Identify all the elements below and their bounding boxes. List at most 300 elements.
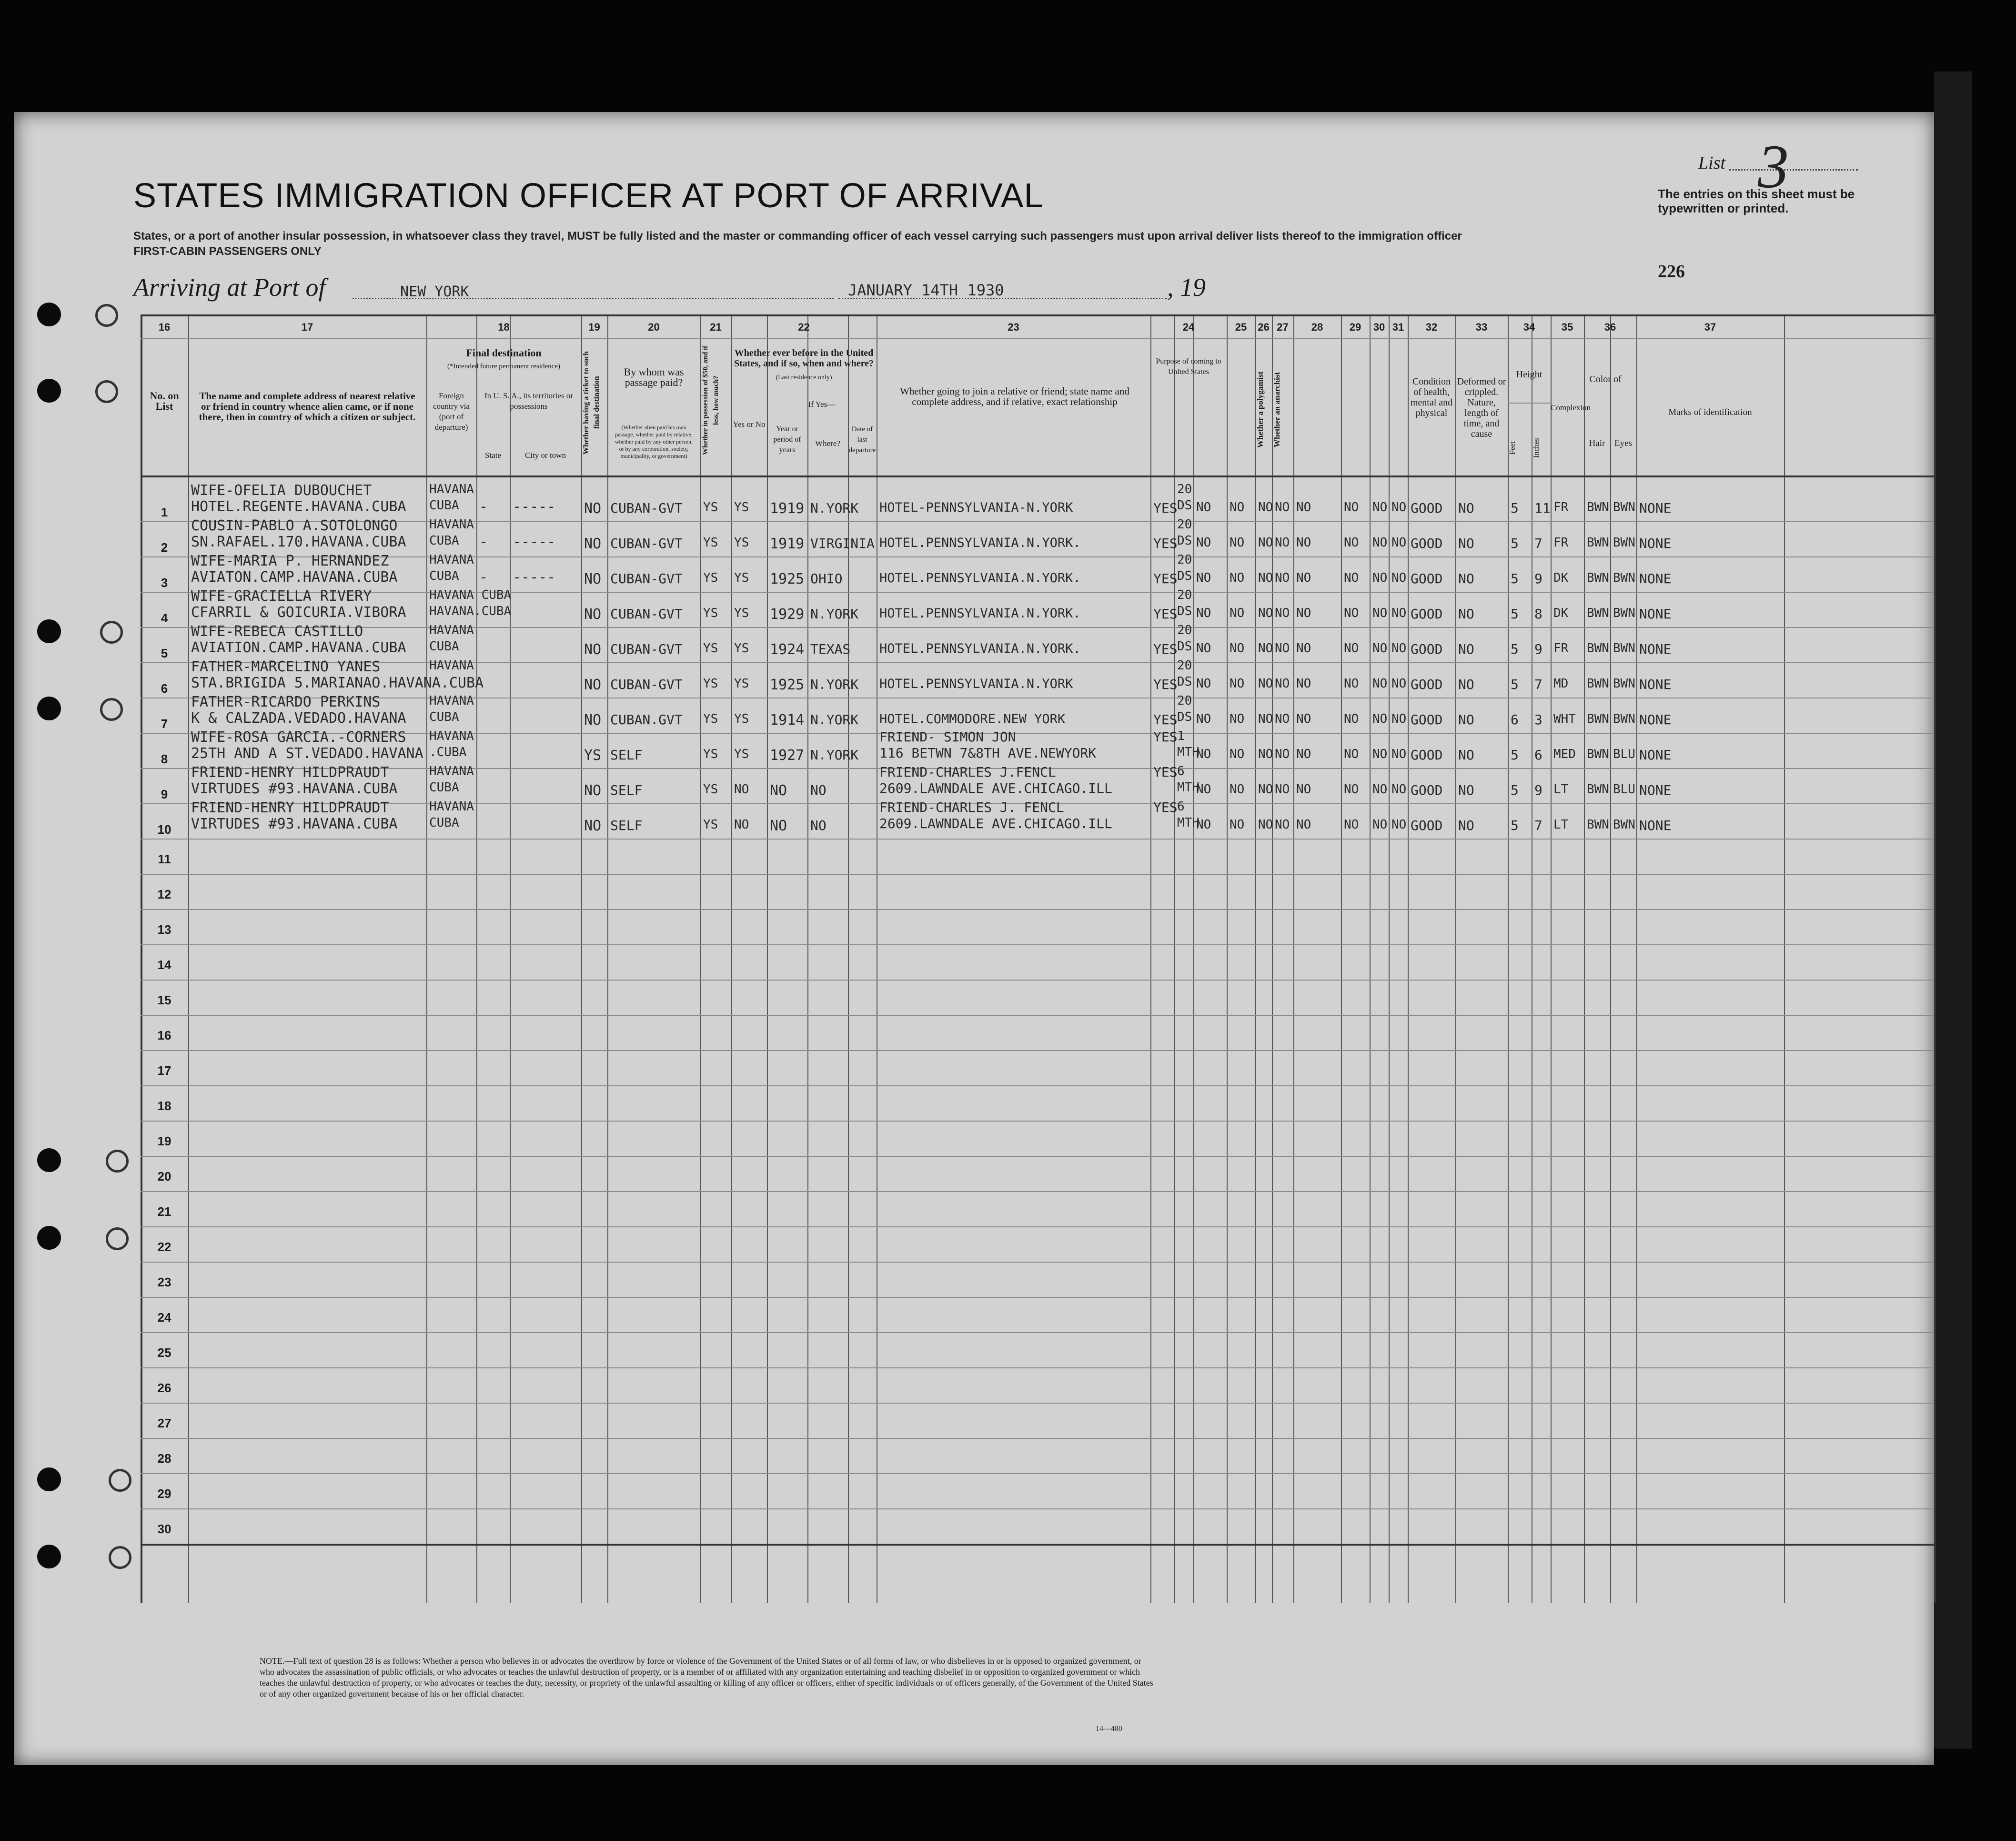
q29: NO [1344,677,1359,691]
q24c: NO [1196,818,1211,832]
deformed: NO [1458,747,1474,763]
dest-country: HAVANA [429,764,474,779]
binder-hole [37,619,61,643]
column-header: Whether having a ticket to such final destination [582,351,601,455]
year: NO [770,818,787,834]
table-bottom-rule [141,1544,1934,1546]
row-rule [141,944,1934,945]
column-header: Height [1516,369,1542,380]
height-inches: 7 [1534,677,1542,692]
hair-color: BWN [1587,712,1609,726]
year-prefix: , 19 [1167,273,1206,302]
passage-paid: CUBAN-GVT [610,641,683,657]
been-before: NO [734,818,749,832]
column-rule [188,314,189,1603]
join-address: 2609.LAWNDALE AVE.CHICAGO.ILL [879,816,1112,831]
stay-unit: DS [1177,710,1192,724]
stay-length: 6 [1177,799,1185,814]
ticket: NO [584,606,602,623]
binder-hole [37,379,61,403]
relative-address: 25TH AND A ST.VEDADO.HAVANA [191,745,423,762]
q29: NO [1344,747,1359,761]
dest-port: CUBA [429,780,459,795]
health: GOOD [1411,782,1443,798]
money: YS [703,571,718,585]
join-who: HOTEL.PENNSYLVANIA.N.YORK. [879,571,1081,586]
stay-length: 20 [1177,623,1192,637]
row-rule [141,592,1934,593]
binder-ring [95,304,118,327]
q29: NO [1344,571,1359,585]
height-feet: 5 [1511,818,1519,833]
binder-ring [100,698,123,721]
height-inches: 9 [1534,782,1542,798]
ticket: NO [584,712,602,728]
relative-address: K & CALZADA.VEDADO.HAVANA [191,710,406,727]
column-rule [1508,314,1509,1603]
complexion: FR [1553,536,1569,550]
column-header: Whether going to join a relative or friend; state name and complete address, and if relative, exact relationship [900,385,1129,407]
row-rule [141,1156,1934,1157]
dest-port: HAVANA.CUBA [429,604,512,618]
column-header: Condition of health, mental and physical [1410,376,1453,418]
column-header: (Whether alien paid his own passage, whether paid by relative, whether paid by any other person, or by any corporation, society, municipality, or government) [615,424,693,459]
row-rule [141,1403,1934,1404]
list-number-line [1729,169,1858,171]
q30: NO [1372,571,1388,585]
column-rule [607,314,608,1603]
stay-unit: DS [1177,498,1192,513]
identification-marks: NONE [1639,782,1672,798]
column-header: By whom was passage paid? [624,366,684,388]
passage-paid: SELF [610,818,643,833]
dest-country: HAVANA [429,694,474,708]
column-rule [581,314,582,1603]
purpose: YES [1153,500,1178,516]
deformed: NO [1458,818,1474,833]
dest-state: - [479,569,488,586]
q29: NO [1344,712,1359,726]
binder-hole [37,1226,61,1250]
stay-unit: DS [1177,604,1192,618]
money: YS [703,712,718,726]
q30: NO [1372,747,1388,761]
relative-address: CFARRIL & GOICURIA.VIBORA [191,604,406,621]
hair-color: BWN [1587,500,1609,515]
where: VIRGINIA [810,536,875,551]
column-header: Year or period of years [773,425,801,454]
form-title: STATES IMMIGRATION OFFICER AT PORT OF ARRIVAL [133,177,1044,215]
column-header: Hair [1589,438,1605,448]
eye-color: BWN [1613,500,1635,515]
column-header: Whether a polygamist [1256,371,1265,448]
relative-name: COUSIN-PABLO A.SOTOLONGO [191,517,398,534]
column-header: City or town [525,451,566,460]
list-label: List [1698,153,1726,173]
table-top-rule [141,314,1934,316]
stay-unit: DS [1177,534,1192,548]
row-rule [141,733,1934,734]
identification-marks: NONE [1639,536,1672,551]
column-number: 28 [1311,321,1323,333]
column-rule [1584,314,1585,1603]
q24c: NO [1196,606,1211,620]
q24c: NO [1196,500,1211,515]
been-before: YS [734,641,749,656]
column-rule [1255,314,1256,1603]
height-inches: 8 [1534,606,1542,622]
purpose: YES [1153,764,1178,780]
column-rule [700,314,701,1603]
row-rule [141,1050,1934,1051]
ticket: NO [584,641,602,658]
been-before: YS [734,571,749,585]
complexion: FR [1553,500,1569,515]
binder-hole [37,1467,61,1491]
row-number: 16 [157,1028,171,1042]
port-value: NEW YORK [400,283,469,300]
column-header: Whether an anarchist [1272,372,1281,448]
stay-unit: DS [1177,675,1192,689]
row-rule [141,1473,1934,1474]
q27: NO [1275,677,1290,691]
column-number: 26 [1258,321,1270,333]
q25: NO [1230,677,1245,691]
passage-paid: SELF [610,782,643,798]
where: N.YORK [810,500,859,516]
row-rule [141,1332,1934,1333]
q28: NO [1296,641,1311,656]
height-feet: 5 [1511,571,1519,587]
column-rule [1408,314,1409,1603]
passage-paid: CUBAN.GVT [610,712,683,728]
q31: NO [1391,641,1407,656]
q27: NO [1275,641,1290,656]
q27: NO [1275,606,1290,620]
row-rule [141,980,1934,981]
row-rule [141,1191,1934,1192]
deformed: NO [1458,677,1474,692]
hair-color: BWN [1587,606,1609,620]
stay-length: 20 [1177,517,1192,532]
q24c: NO [1196,782,1211,797]
dest-state: - [479,534,488,550]
column-rule [731,314,732,1603]
row-number: 14 [157,958,171,972]
passage-paid: CUBAN-GVT [610,677,683,692]
q24c: NO [1196,641,1211,656]
q28: NO [1296,782,1311,797]
form-subtitle: States, or a port of another insular possession, in whatsoever class they travel, MUST be fully listed and the master or commanding officer of each vessel carrying such passengers must upon arrival deliver lists thereof to the immigration officer [133,230,1462,243]
class-note: FIRST-CABIN PASSENGERS ONLY [133,245,322,258]
subheader-rule [1508,403,1551,404]
join-who: HOTEL.PENNSYLVANIA.N.YORK. [879,641,1081,656]
column-rule [1551,314,1552,1603]
row-number: 12 [157,887,171,901]
health: GOOD [1411,500,1443,516]
row-number: 25 [157,1345,171,1360]
stay-length: 20 [1177,694,1192,708]
q25: NO [1230,606,1245,620]
passage-paid: CUBAN-GVT [610,606,683,622]
eye-color: BWN [1613,606,1635,620]
list-number: 3 [1758,132,1789,201]
height-feet: 5 [1511,782,1519,798]
q31: NO [1391,677,1407,691]
hair-color: BWN [1587,536,1609,550]
q31: NO [1391,571,1407,585]
column-number: 29 [1349,321,1361,333]
q27: NO [1275,500,1290,515]
relative-name: WIFE-OFELIA DUBOUCHET [191,482,372,499]
row-number: 24 [157,1310,171,1325]
q31: NO [1391,782,1407,797]
complexion: MED [1553,747,1576,761]
q28: NO [1296,818,1311,832]
column-header: Yes or No [733,420,766,429]
stay-length: 6 [1177,764,1185,779]
height-inches: 9 [1534,641,1542,657]
q24c: NO [1196,677,1211,691]
height-inches: 7 [1534,536,1542,551]
stay-length: 20 [1177,553,1192,567]
column-rule [1636,314,1637,1603]
page-number: 226 [1658,262,1685,282]
binder-hole [37,697,61,720]
q28: NO [1296,747,1311,761]
q26: NO [1258,641,1273,656]
year: 1929 [770,606,805,623]
relative-address: SN.RAFAEL.170.HAVANA.CUBA [191,534,406,550]
q30: NO [1372,536,1388,550]
column-number: 35 [1561,321,1573,333]
purpose: YES [1153,606,1178,622]
footnote: NOTE.—Full text of question 28 is as follows: Whether a person who believes in or advocates the overthrow by force or violence of the Government of the United States or of all forms of law, or who disbelieves in or is opposed to organized government, or who advocates the assassination of public officials, or who advocates or teaches the unlawful destruction of property, or is a member of or affiliated with any organization entertaining and teaching disbelief in or opposition to organized government or which teaches the unlawful destruction of property, or who advocates or teaches the duty, necessity, or propriety of the unlawful assaulting or killing of any officer or officers, either of specific individuals or of officers generally, of the Government of the United States or of any other organized government because of his or her official character. [260,1656,1153,1699]
q29: NO [1344,782,1359,797]
q26: NO [1258,677,1273,691]
relative-address: HOTEL.REGENTE.HAVANA.CUBA [191,498,406,515]
ticket: NO [584,818,602,834]
dest-country: HAVANA [429,729,474,743]
ticket: NO [584,536,602,552]
q27: NO [1275,818,1290,832]
row-number: 17 [157,1063,171,1078]
purpose: YES [1153,677,1178,692]
colnum-rule [141,338,1934,339]
column-number: 36 [1604,321,1616,333]
purpose: YES [1153,799,1178,815]
q28: NO [1296,712,1311,726]
hair-color: BWN [1587,747,1609,761]
row-rule [141,1121,1934,1122]
row-rule [141,1085,1934,1086]
column-rule [1784,314,1785,1603]
column-number: 30 [1373,321,1385,333]
year: 1924 [770,641,805,658]
q26: NO [1258,536,1273,550]
relative-name: WIFE-MARIA P. HERNANDEZ [191,553,389,569]
column-number: 18 [498,321,510,333]
column-number: 27 [1277,321,1289,333]
q30: NO [1372,500,1388,515]
q27: NO [1275,536,1290,550]
stay-unit: MTH [1177,745,1200,759]
binder-ring [109,1546,131,1569]
deformed: NO [1458,712,1474,728]
q24c: NO [1196,712,1211,726]
passage-paid: CUBAN-GVT [610,571,683,587]
q28: NO [1296,500,1311,515]
stay-length: 20 [1177,658,1192,673]
relative-address: VIRTUDES #93.HAVANA.CUBA [191,816,398,832]
row-number: 30 [157,1522,171,1536]
dest-country: HAVANA [429,623,474,637]
row-number: 18 [157,1099,171,1113]
complexion: LT [1553,782,1569,797]
been-before: YS [734,677,749,691]
q27: NO [1275,747,1290,761]
manifest-table [141,314,1934,1603]
row-number: 11 [158,852,171,866]
q28: NO [1296,677,1311,691]
q26: NO [1258,571,1273,585]
dest-country: HAVANA [429,799,474,814]
column-header: (*Intended future permanent residence) [447,363,560,370]
relative-name: FATHER-RICARDO PERKINS [191,694,381,710]
dest-city: ----- [513,534,556,550]
where: N.YORK [810,677,859,692]
year: 1914 [770,712,805,728]
height-feet: 5 [1511,747,1519,763]
where: NO [810,782,827,798]
column-header: Complexion [1551,403,1591,412]
column-rule [1934,314,1936,1603]
money: YS [703,500,718,515]
eye-color: BWN [1613,641,1635,656]
column-number: 23 [1008,321,1019,333]
q31: NO [1391,536,1407,550]
hair-color: BWN [1587,782,1609,797]
identification-marks: NONE [1639,500,1672,516]
deformed: NO [1458,606,1474,622]
health: GOOD [1411,641,1443,657]
eye-color: BLU [1613,782,1635,797]
eye-color: BWN [1613,818,1635,832]
identification-marks: NONE [1639,818,1672,833]
height-feet: 5 [1511,536,1519,551]
q31: NO [1391,747,1407,761]
row-rule [141,1438,1934,1439]
q28: NO [1296,606,1311,620]
row-rule [141,556,1934,557]
been-before: NO [734,782,749,797]
health: GOOD [1411,818,1443,833]
column-header: If Yes— [808,400,836,409]
column-rule [1293,314,1294,1603]
purpose: YES [1153,536,1178,551]
been-before: YS [734,747,749,761]
column-rule [1610,314,1611,1603]
q24c: NO [1196,571,1211,585]
row-number: 20 [157,1169,171,1184]
year: 1925 [770,571,805,587]
dest-port: CUBA [429,534,459,548]
money: YS [703,641,718,656]
eye-color: BWN [1613,677,1635,691]
binder-ring [100,621,123,644]
join-who: FRIEND-CHARLES J. FENCL [879,799,1064,815]
height-inches: 9 [1534,571,1542,587]
where: N.YORK [810,747,859,763]
year: NO [770,782,787,799]
row-number: 9 [161,787,168,801]
height-inches: 6 [1534,747,1542,763]
binder-hole [37,1545,61,1568]
money: YS [703,536,718,550]
q29: NO [1344,818,1359,832]
column-header: Marks of identification [1668,407,1752,417]
row-number: 1 [161,505,168,519]
q28: NO [1296,571,1311,585]
q30: NO [1372,818,1388,832]
year: 1919 [770,536,805,552]
q27: NO [1275,782,1290,797]
dest-country: HAVANA CUBA [429,588,512,602]
row-rule [141,1297,1934,1298]
height-inches: 7 [1534,818,1542,833]
column-number: 19 [588,321,600,333]
row-number: 5 [161,646,168,660]
column-rule [807,314,808,1603]
row-number: 3 [161,576,168,590]
join-who: FRIEND- SIMON JON [879,729,1016,745]
dest-port: CUBA [429,816,459,830]
eye-color: BWN [1613,712,1635,726]
join-address: 2609.LAWNDALE AVE.CHICAGO.ILL [879,780,1112,796]
dest-port: .CUBA [429,745,467,759]
ticket: NO [584,571,602,587]
row-number: 4 [161,611,168,625]
q29: NO [1344,536,1359,550]
column-number: 25 [1235,321,1247,333]
join-who: HOTEL.PENNSYLVANIA.N.YORK. [879,606,1081,621]
q30: NO [1372,712,1388,726]
column-rule [1341,314,1342,1603]
q27: NO [1275,571,1290,585]
been-before: YS [734,712,749,726]
been-before: YS [734,500,749,515]
money: YS [703,606,718,620]
column-header: Deformed or crippled. Nature, length of time, and cause [1457,376,1506,439]
deformed: NO [1458,641,1474,657]
binder-ring [106,1150,129,1173]
eye-color: BWN [1613,571,1635,585]
health: GOOD [1411,747,1443,763]
row-rule [141,1226,1934,1227]
q31: NO [1391,500,1407,515]
height-feet: 5 [1511,677,1519,692]
identification-marks: NONE [1639,606,1672,622]
join-address: 116 BETWN 7&8TH AVE.NEWYORK [879,745,1097,761]
identification-marks: NONE [1639,712,1672,728]
complexion: DK [1553,606,1569,620]
column-rule [426,314,427,1603]
height-inches: 3 [1534,712,1542,728]
passage-paid: CUBAN-GVT [610,536,683,551]
health: GOOD [1411,571,1443,587]
money: YS [703,747,718,761]
column-rule [1227,314,1228,1603]
